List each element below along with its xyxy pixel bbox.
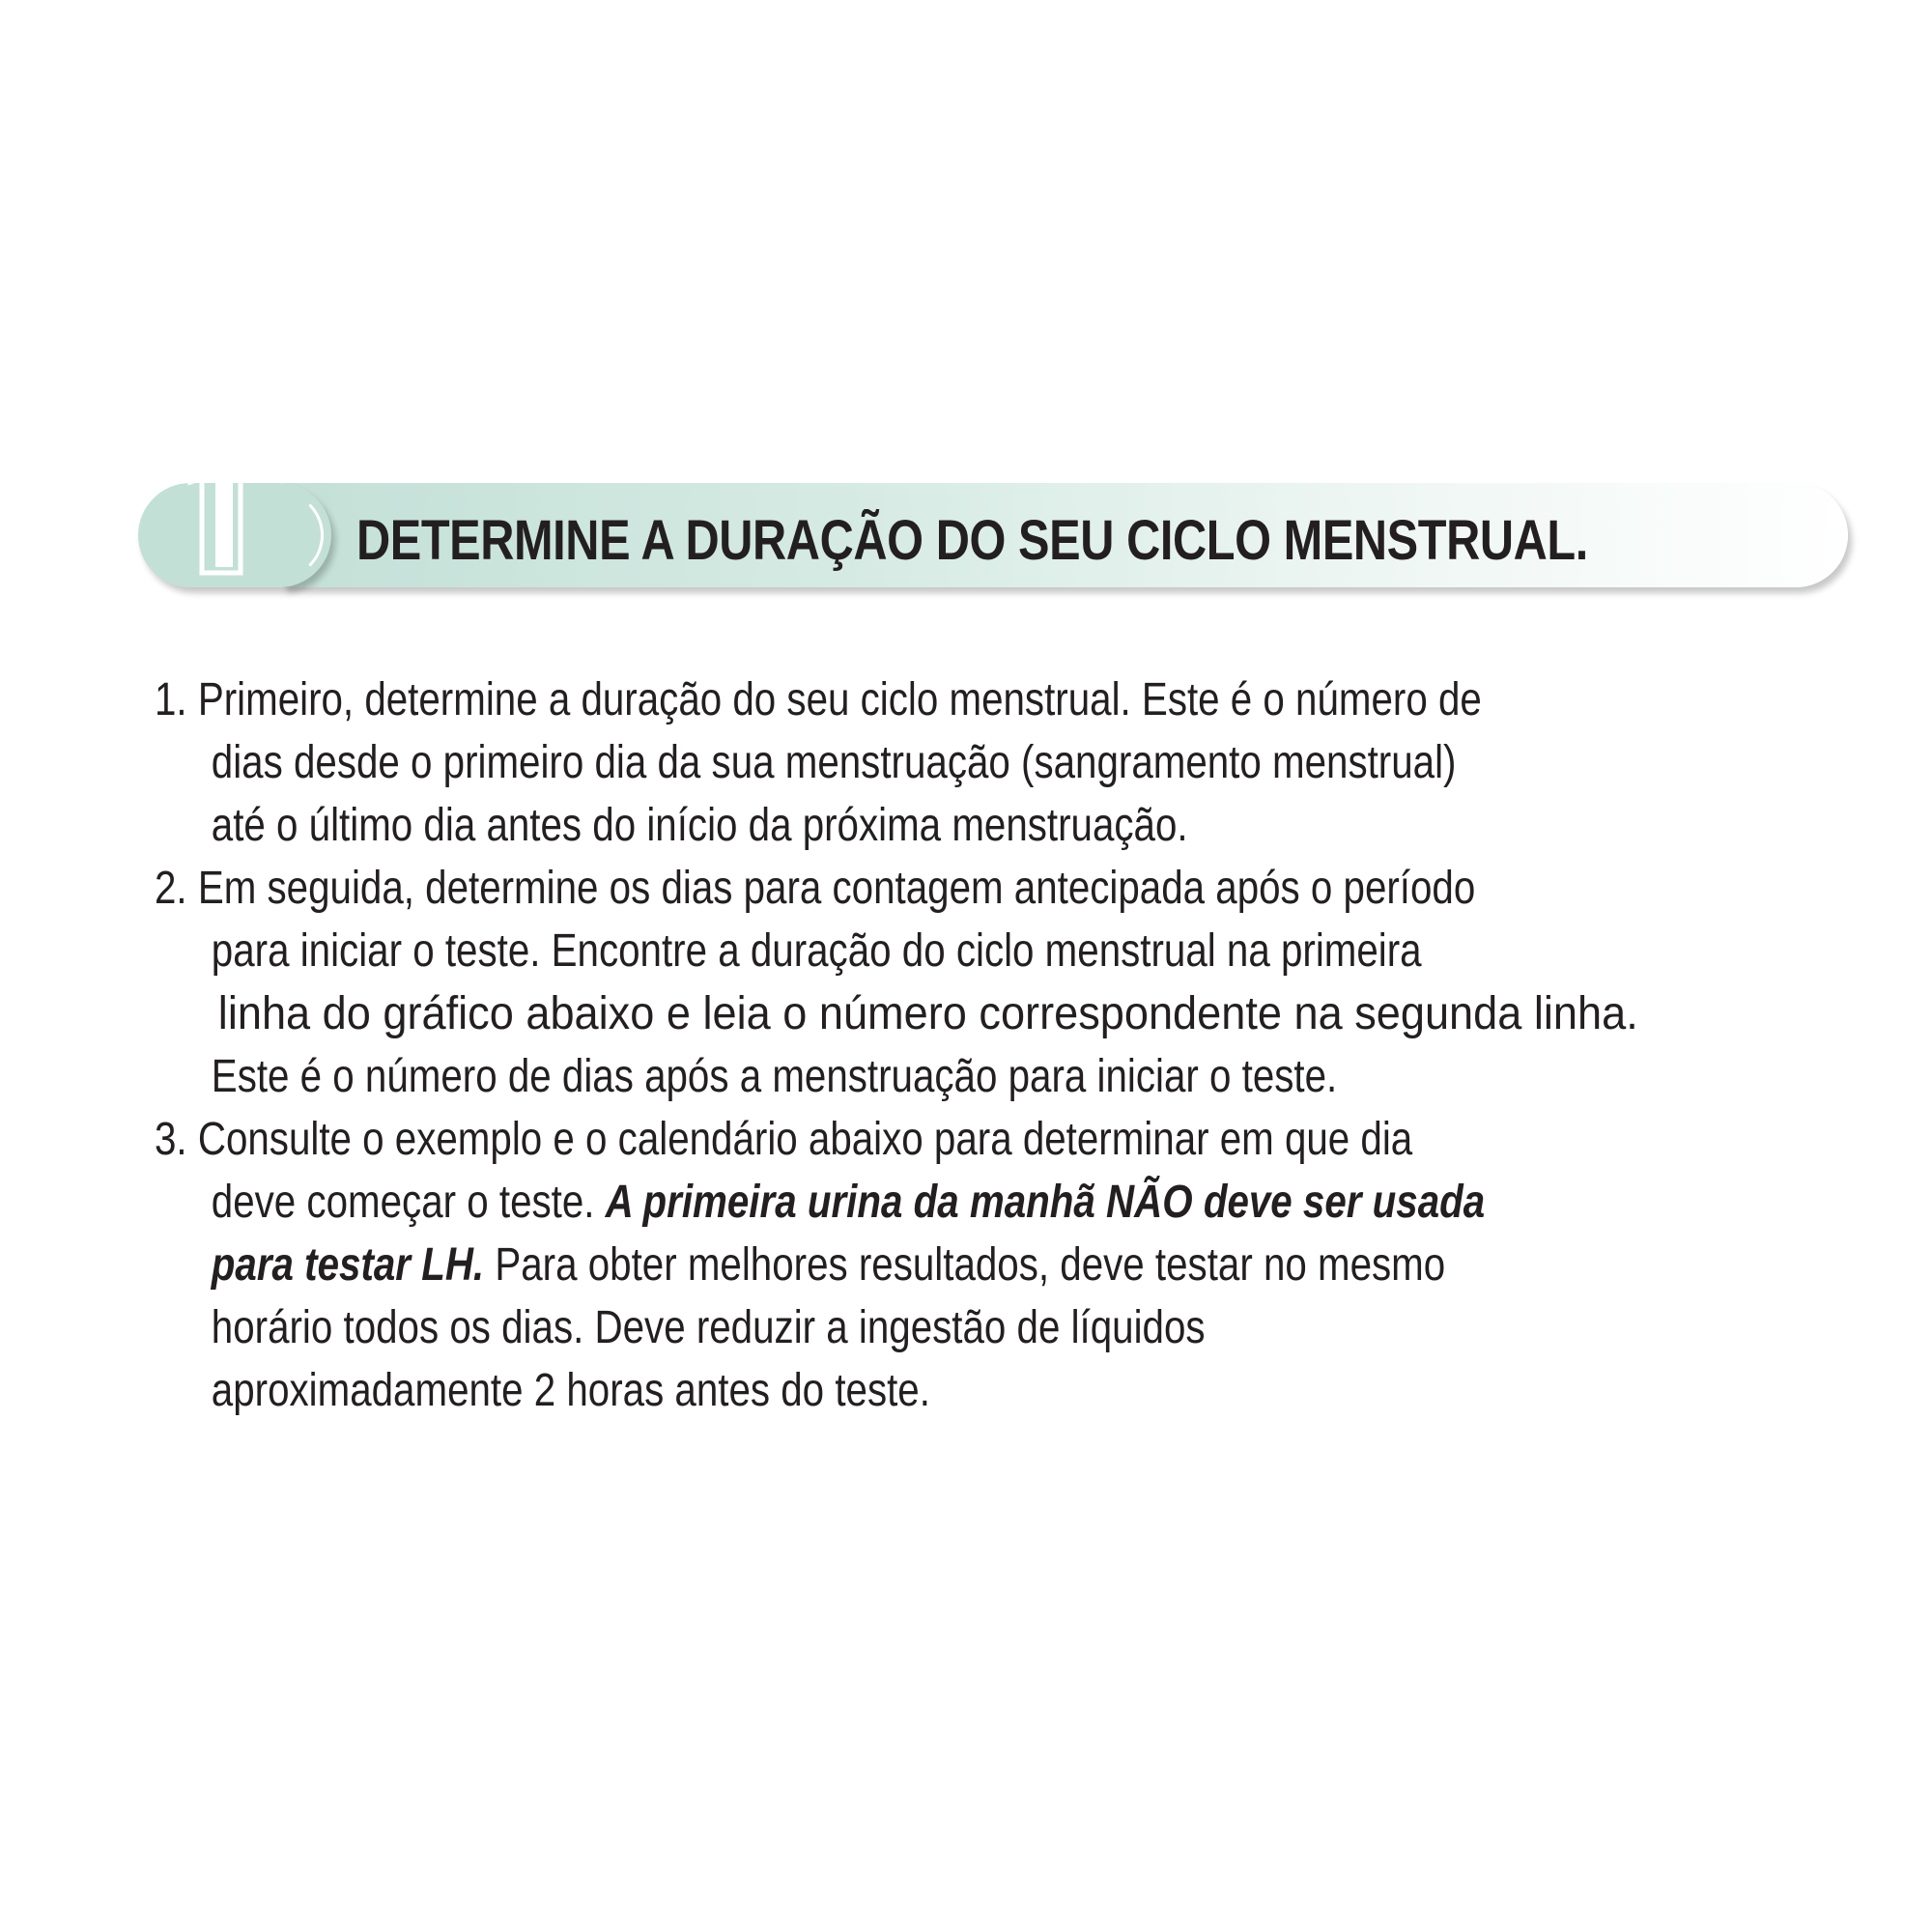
- instruction-1-line-3: até o último dia antes do início da próxima menstruação.: [211, 800, 1188, 851]
- instruction-3-line-3: [155, 1234, 1599, 1296]
- instruction-2-line-2: para iniciar o teste. Encontre a duração do ciclo menstrual na primeira: [211, 925, 1422, 977]
- step-number-text: 1: [229, 574, 231, 576]
- emphasis-warning: A primeira urina da manhã NÃO deve ser usada: [605, 1177, 1486, 1228]
- instruction-3-line-4: horário todos os dias. Deve reduzir a ingestão de líquidos: [211, 1302, 1206, 1353]
- instruction-item-1: [155, 668, 1874, 857]
- instruction-3-line-1: [155, 1108, 1599, 1171]
- instruction-2-line-4: Este é o número de dias após a menstruação para iniciar o teste.: [211, 1051, 1338, 1102]
- instruction-item-3: [155, 1108, 1874, 1422]
- instruction-list: [155, 668, 1874, 1422]
- step-number-graphic: [181, 440, 277, 584]
- instruction-text: Em seguida, determine os dias para contagem antecipada após o período: [197, 863, 1476, 914]
- instruction-text: Para obter melhores resultados, deve testar no mesmo: [484, 1239, 1446, 1291]
- instruction-2-line-1: [155, 857, 1599, 920]
- instruction-number: 3.: [155, 1114, 187, 1165]
- emphasis-warning: para testar LH.: [211, 1239, 485, 1291]
- instruction-3-line-5: aproximadamente 2 horas antes do teste.: [211, 1365, 930, 1416]
- instruction-1-line-2: dias desde o primeiro dia da sua menstruação (sangramento menstrual): [211, 737, 1457, 788]
- step-header-banner: [138, 440, 1858, 591]
- instruction-number: 2.: [155, 863, 187, 914]
- step-title: DETERMINE A DURAÇÃO DO SEU CICLO MENSTRUAL.: [356, 509, 1588, 572]
- instruction-number: 1.: [155, 674, 187, 725]
- instruction-text: Consulte o exemplo e o calendário abaixo para determinar em que dia: [197, 1114, 1413, 1165]
- instruction-text: Primeiro, determine a duração do seu ciclo menstrual. Este é o número de: [197, 674, 1482, 725]
- instruction-text: deve começar o teste.: [211, 1177, 606, 1228]
- instruction-3-line-2: [155, 1171, 1599, 1234]
- instruction-1-line-1: [155, 668, 1599, 731]
- instruction-item-2: [155, 857, 1874, 1108]
- instruction-2-line-3: linha do gráfico abaixo e leia o número correspondente na segunda linha.: [217, 988, 1638, 1039]
